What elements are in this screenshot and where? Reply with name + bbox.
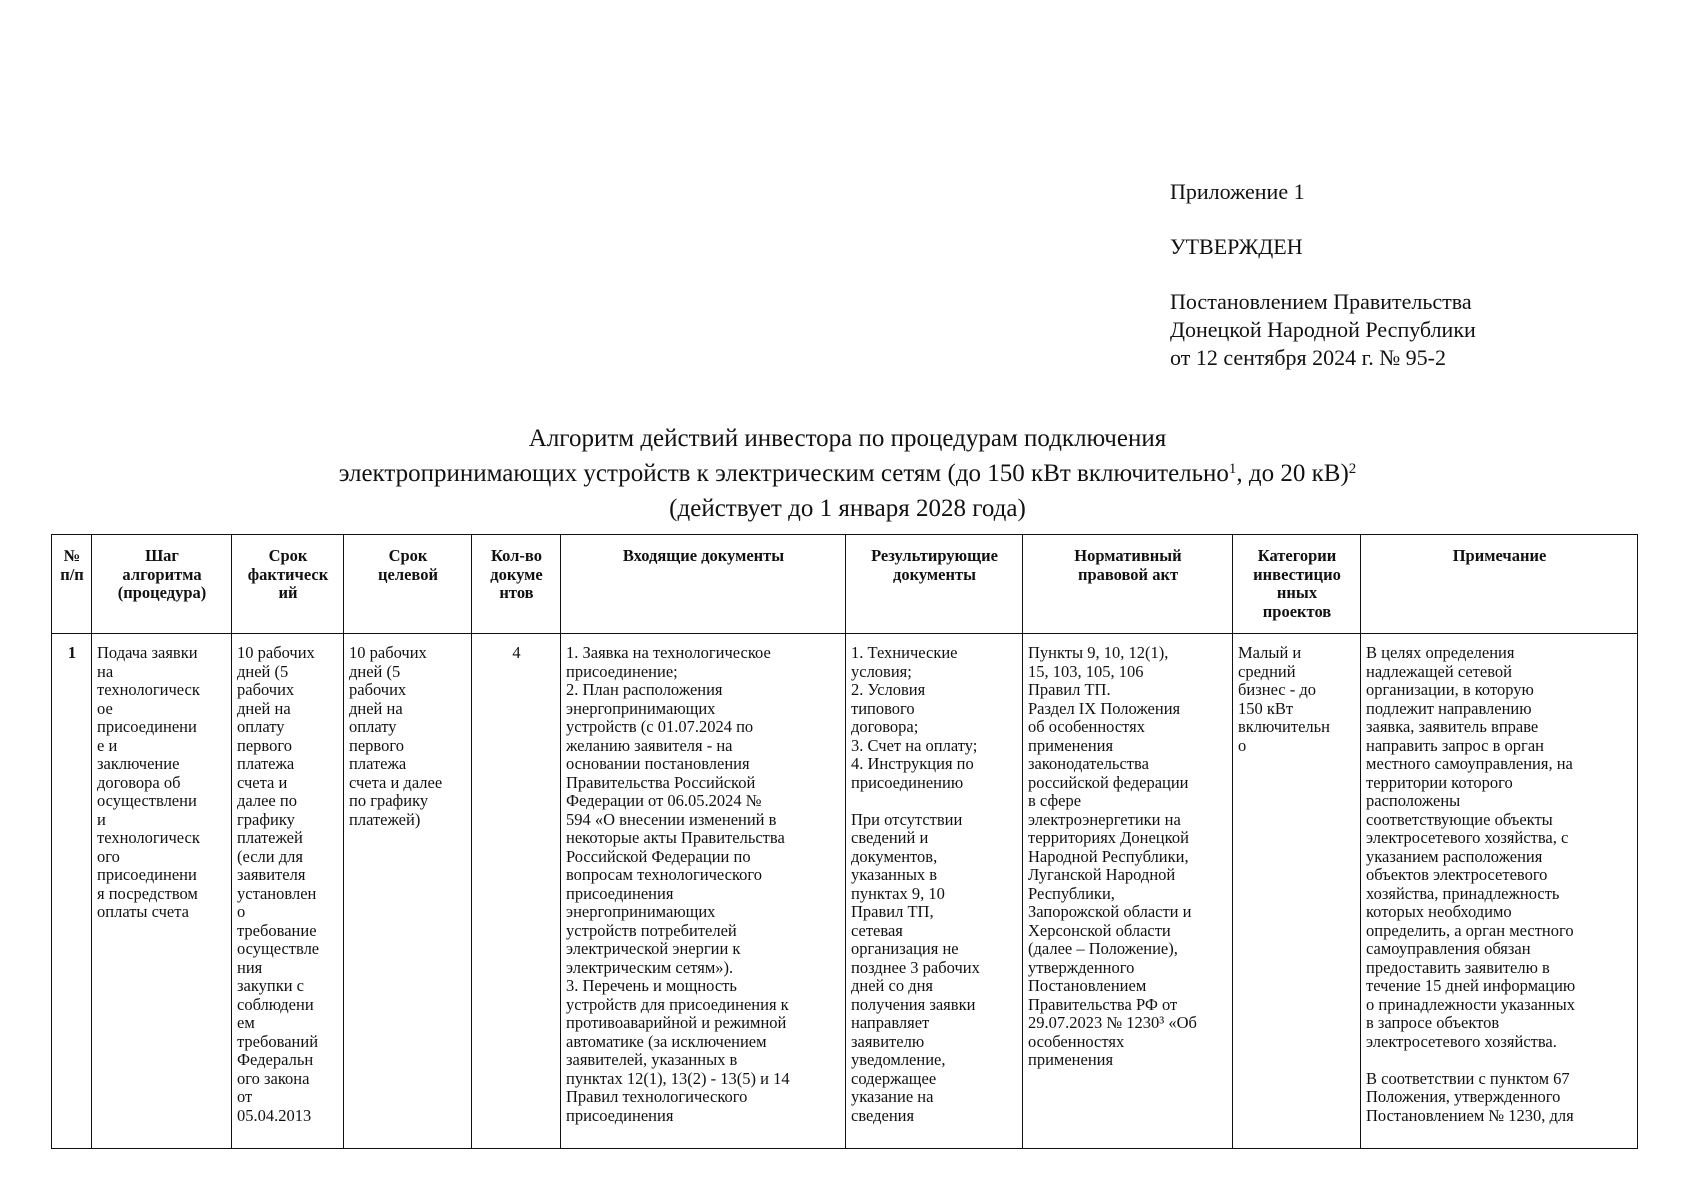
cell-line: от bbox=[237, 1087, 253, 1106]
cell-line: утвержденного bbox=[1028, 957, 1135, 977]
incoming-docs-cell bbox=[561, 634, 846, 1149]
cell-line: устройств (с 01.07.2024 по bbox=[566, 717, 754, 736]
cell-line: энергопринимающих bbox=[566, 698, 716, 718]
cell-line: соблюдени bbox=[237, 994, 314, 1014]
cell-line: присоединению bbox=[851, 772, 964, 792]
header-line: Категории bbox=[1257, 546, 1337, 565]
header-line: Срок bbox=[388, 546, 428, 565]
cell-line: Херсонской области bbox=[1028, 920, 1171, 940]
cell-line: я посредством bbox=[97, 883, 198, 903]
cell-line: Постановлением № 1230, для bbox=[1366, 1105, 1574, 1125]
header-line: п/п bbox=[60, 564, 84, 584]
cell-line: объектов электросетевого bbox=[1366, 865, 1548, 884]
cell-line: В целях определения bbox=[1366, 643, 1515, 662]
cell-line: электроэнергетики на bbox=[1028, 809, 1181, 829]
cell-line: договора об bbox=[97, 772, 181, 792]
cell-line: платежей) bbox=[349, 809, 421, 829]
cell-line: соответствующие объекты bbox=[1366, 809, 1553, 829]
cell-line: Луганской Народной bbox=[1028, 865, 1176, 884]
cell-line: Запорожской области и bbox=[1028, 902, 1192, 921]
cell-line: 29.07.2023 № 1230³ «Об bbox=[1028, 1013, 1197, 1032]
cell-line: Правил ТП. bbox=[1028, 680, 1111, 699]
cell-line: заявителей, указанных в bbox=[566, 1050, 738, 1069]
header-line: Шаг bbox=[145, 546, 179, 565]
cell-line: надлежащей сетевой bbox=[1366, 661, 1512, 681]
cell-line: направить запрос в орган bbox=[1366, 735, 1544, 755]
cell-line: технологическ bbox=[97, 680, 200, 699]
cell-line: 2. План расположения bbox=[566, 680, 723, 699]
cell-line: об особенностях bbox=[1028, 717, 1145, 736]
cell-line: 15, 103, 105, 106 bbox=[1028, 661, 1144, 681]
cell-line: закупки с bbox=[237, 976, 304, 995]
cell-line: счета и далее bbox=[349, 772, 443, 792]
cell-line: пунктах 12(1), 13(2) - 13(5) и 14 bbox=[566, 1068, 790, 1088]
cell-line bbox=[1366, 1051, 1633, 1070]
cell-line: самоуправления обязан bbox=[1366, 939, 1531, 958]
header-line: нтов bbox=[499, 583, 534, 602]
title-line-1: Алгоритм действий инвестора по процедурам подключения bbox=[528, 425, 1167, 452]
cell-line: требование bbox=[237, 920, 317, 940]
header-cell bbox=[1023, 535, 1233, 634]
cell-line: в сфере bbox=[1028, 791, 1082, 810]
cell-line: Положения, утвержденного bbox=[1366, 1087, 1561, 1106]
cell-line: Правительства Российской bbox=[566, 772, 756, 792]
cell-line: дней (5 bbox=[349, 661, 401, 681]
cell-line: е и bbox=[97, 735, 118, 755]
cell-line bbox=[851, 792, 1018, 811]
cell-line: по графику bbox=[349, 791, 429, 810]
cell-line: В соответствии с пунктом 67 bbox=[1366, 1068, 1570, 1088]
actual-term-cell bbox=[232, 634, 344, 1149]
cell-line: средний bbox=[1238, 661, 1296, 681]
cell-line: в запросе объектов bbox=[1366, 1013, 1500, 1032]
cell-line: рабочих bbox=[237, 680, 295, 699]
cell-line: осуществлени bbox=[97, 791, 197, 810]
header-line: Примечание bbox=[1452, 546, 1547, 565]
header-line: документы bbox=[893, 564, 976, 584]
cell-line: рабочих bbox=[349, 680, 407, 699]
header-cell bbox=[344, 535, 472, 634]
cell-line: устройств потребителей bbox=[566, 920, 737, 940]
header-cell bbox=[92, 535, 232, 634]
decree-line: от 12 сентября 2024 г. № 95-2 bbox=[1170, 345, 1447, 370]
cell-line: заявка, заявитель вправе bbox=[1366, 717, 1539, 736]
cell-line: российской федерации bbox=[1028, 772, 1189, 792]
header-line: фактическ bbox=[247, 564, 329, 584]
cell-line: территории которого bbox=[1366, 772, 1513, 792]
cell-line: организации, в которую bbox=[1366, 680, 1534, 699]
cell-line: дней со дня bbox=[851, 976, 934, 995]
cell-line: получения заявки bbox=[851, 994, 976, 1014]
title-line-2-text: электропринимающих устройств к электрическим сетям (до 150 кВт включительно bbox=[338, 460, 1229, 487]
cell-line: устройств для присоединения к bbox=[566, 994, 789, 1014]
cell-line: вопросам технологического bbox=[566, 865, 762, 884]
cell-line: Федеральн bbox=[237, 1050, 314, 1069]
cell-line: заявителя bbox=[237, 865, 306, 884]
cell-line: территориях Донецкой bbox=[1028, 828, 1189, 847]
cell-line: платежа bbox=[237, 754, 295, 773]
cell-line: о bbox=[1238, 735, 1247, 755]
cell-line: Российской Федерации по bbox=[566, 846, 751, 866]
header-line: нных bbox=[1276, 583, 1318, 602]
cell-line: электрическим сетям»). bbox=[566, 957, 734, 977]
cell-line: При отсутствии bbox=[851, 809, 963, 829]
cell-line: 10 рабочих bbox=[349, 643, 427, 662]
table-row bbox=[52, 634, 1638, 1149]
cell-line: присоединения bbox=[566, 1105, 674, 1125]
row-number-cell bbox=[52, 634, 92, 1149]
cell-line: счета и bbox=[237, 772, 288, 792]
cell-line: бизнес - до bbox=[1238, 680, 1317, 699]
header-cell bbox=[52, 535, 92, 634]
cell-line: подлежит направлению bbox=[1366, 698, 1532, 718]
approval-block bbox=[1170, 178, 1476, 372]
cell-line: автоматике (за исключением bbox=[566, 1031, 767, 1051]
cell-line: Федерации от 06.05.2024 № bbox=[566, 791, 762, 810]
cell-line: Народной Республики, bbox=[1028, 846, 1189, 866]
cell-line: сведений и bbox=[851, 828, 929, 847]
cell-line: Малый и bbox=[1238, 643, 1302, 662]
cell-line: о принадлежности указанных bbox=[1366, 994, 1575, 1014]
header-line: правовой акт bbox=[1077, 564, 1179, 584]
cell-line: уведомление, bbox=[851, 1050, 946, 1069]
cell-line: о bbox=[237, 902, 246, 921]
header-line: докуме bbox=[490, 564, 543, 584]
cell-line: присоединение; bbox=[566, 661, 678, 681]
cell-line: основании постановления bbox=[566, 754, 750, 773]
header-line: Нормативный bbox=[1074, 546, 1182, 565]
document-title bbox=[0, 421, 1695, 526]
header-line: № bbox=[63, 546, 81, 565]
cell-line: 150 кВт bbox=[1238, 698, 1294, 718]
cell-line: указанных в bbox=[851, 865, 938, 884]
cell-line: расположены bbox=[1366, 791, 1461, 810]
cell-line: ого закона bbox=[237, 1068, 310, 1088]
header-cell bbox=[1361, 535, 1638, 634]
doc-count-cell bbox=[472, 634, 561, 1149]
title-line-3: (действует до 1 января 2028 года) bbox=[669, 495, 1026, 522]
cell-line: графику bbox=[237, 809, 295, 829]
step-cell bbox=[92, 634, 232, 1149]
cell-line: 594 «О внесении изменений в bbox=[566, 809, 777, 829]
note-cell bbox=[1361, 634, 1638, 1149]
cell-line: 2. Условия bbox=[851, 680, 926, 699]
cell-line: 3. Перечень и мощность bbox=[566, 976, 737, 995]
cell-line: договора; bbox=[851, 717, 919, 736]
footnote-mark-1: 1 bbox=[1228, 461, 1237, 477]
cell-line: присоединени bbox=[97, 717, 197, 736]
cell-line: Постановлением bbox=[1028, 976, 1147, 995]
cell-line: и bbox=[97, 809, 106, 829]
cell-line: ния bbox=[237, 957, 263, 977]
normative-act-cell bbox=[1023, 634, 1233, 1149]
title-line-2 bbox=[0, 456, 1695, 491]
cell-line: дней (5 bbox=[237, 661, 289, 681]
target-term-cell bbox=[344, 634, 472, 1149]
cell-line: предоставить заявителю в bbox=[1366, 957, 1550, 977]
header-line: ий bbox=[278, 583, 298, 602]
cell-line: платежа bbox=[349, 754, 407, 773]
resulting-docs-cell bbox=[846, 634, 1023, 1149]
decree-line: Донецкой Народной Республики bbox=[1170, 317, 1476, 342]
cell-line: платежей bbox=[237, 828, 303, 847]
cell-line: присоединения bbox=[566, 883, 674, 903]
cell-line: противоаварийной и режимной bbox=[566, 1013, 787, 1032]
cell-line: сведения bbox=[851, 1105, 915, 1125]
doc-count: 4 bbox=[512, 643, 521, 662]
cell-line: осуществле bbox=[237, 939, 320, 958]
cell-line: Раздел IX Положения bbox=[1028, 698, 1181, 718]
cell-line: Правил ТП, bbox=[851, 902, 934, 921]
cell-line: (если для bbox=[237, 846, 303, 866]
cell-line: присоединени bbox=[97, 865, 197, 884]
header-cell bbox=[561, 535, 846, 634]
cell-line: законодательства bbox=[1028, 754, 1149, 773]
cell-line: определить, а орган местного bbox=[1366, 920, 1574, 940]
cell-line: 3. Счет на оплату; bbox=[851, 735, 978, 755]
header-line: инвестицио bbox=[1253, 564, 1341, 584]
cell-line: указание на bbox=[851, 1087, 934, 1106]
header-line: Срок bbox=[268, 546, 308, 565]
cell-line: типового bbox=[851, 698, 915, 718]
header-cell bbox=[472, 535, 561, 634]
cell-line: организация не bbox=[851, 939, 959, 958]
cell-line: направляет bbox=[851, 1013, 930, 1032]
cell-line: применения bbox=[1028, 735, 1114, 755]
cell-line: позднее 3 рабочих bbox=[851, 957, 980, 977]
cell-line: Подача заявки bbox=[97, 643, 198, 662]
cell-line: 1. Заявка на технологическое bbox=[566, 643, 771, 662]
header-line: Результирующие bbox=[871, 546, 998, 565]
cell-line: сетевая bbox=[851, 920, 903, 940]
decree-line: Постановлением Правительства bbox=[1170, 289, 1472, 314]
header-cell bbox=[846, 535, 1023, 634]
cell-line: применения bbox=[1028, 1050, 1114, 1069]
header-line: алгоритма bbox=[122, 564, 202, 584]
cell-line: заключение bbox=[97, 754, 180, 773]
cell-line: особенностях bbox=[1028, 1031, 1125, 1051]
cell-line: ого bbox=[97, 846, 120, 866]
cell-line: течение 15 дней информацию bbox=[1366, 976, 1576, 995]
cell-line: первого bbox=[349, 735, 404, 755]
cell-line: заявителю bbox=[851, 1031, 925, 1051]
cell-line: электросетевого хозяйства, с bbox=[1366, 828, 1569, 847]
cell-line: Пункты 9, 10, 12(1), bbox=[1028, 643, 1169, 662]
cell-line: 4. Инструкция по bbox=[851, 754, 974, 773]
cell-line: условия; bbox=[851, 661, 912, 681]
cell-line: включительн bbox=[1238, 717, 1330, 736]
header-line: целевой bbox=[378, 564, 438, 584]
cell-line: 10 рабочих bbox=[237, 643, 315, 662]
cell-line: Республики, bbox=[1028, 883, 1115, 903]
cell-line: требований bbox=[237, 1031, 319, 1051]
cell-line: на bbox=[97, 661, 114, 681]
cell-line: некоторые акты Правительства bbox=[566, 828, 785, 847]
title-line-2-mid: , до 20 кВ) bbox=[1236, 460, 1349, 487]
cell-line: (далее – Положение), bbox=[1028, 939, 1178, 958]
cell-line: далее по bbox=[237, 791, 297, 810]
cell-line: оплату bbox=[349, 717, 397, 736]
cell-line: оплату bbox=[237, 717, 285, 736]
categories-cell bbox=[1233, 634, 1361, 1149]
header-cell bbox=[232, 535, 344, 634]
cell-line: электрической энергии к bbox=[566, 939, 741, 958]
cell-line: ем bbox=[237, 1013, 255, 1032]
cell-line: 05.04.2013 bbox=[237, 1105, 312, 1125]
header-line: проектов bbox=[1262, 601, 1332, 621]
cell-line: которых необходимо bbox=[1366, 902, 1512, 921]
cell-line: оплаты счета bbox=[97, 902, 189, 921]
cell-line: дней на bbox=[349, 698, 403, 718]
cell-line: установлен bbox=[237, 883, 317, 903]
cell-line: 1. Технические bbox=[851, 643, 958, 662]
cell-line: содержащее bbox=[851, 1068, 937, 1088]
algorithm-table bbox=[51, 534, 1638, 1149]
cell-line: энергопринимающих bbox=[566, 902, 716, 921]
table-header-row bbox=[52, 535, 1638, 634]
cell-line: ое bbox=[97, 698, 113, 718]
cell-line: первого bbox=[237, 735, 292, 755]
cell-line: электросетевого хозяйства. bbox=[1366, 1031, 1557, 1051]
cell-line: Правил технологического bbox=[566, 1087, 748, 1106]
approved-label: УТВЕРЖДЕН bbox=[1170, 234, 1303, 259]
cell-line: дней на bbox=[237, 698, 291, 718]
cell-line: документов, bbox=[851, 846, 938, 866]
row-number: 1 bbox=[67, 643, 77, 662]
cell-line: указанием расположения bbox=[1366, 846, 1543, 866]
cell-line: пунктах 9, 10 bbox=[851, 883, 945, 903]
header-line: Входящие документы bbox=[622, 546, 785, 565]
footnote-mark-2: 2 bbox=[1348, 461, 1357, 477]
header-cell bbox=[1233, 535, 1361, 634]
cell-line: хозяйства, принадлежность bbox=[1366, 883, 1560, 903]
cell-line: Правительства РФ от bbox=[1028, 994, 1178, 1014]
appendix-label: Приложение 1 bbox=[1170, 179, 1305, 204]
header-line: (процедура) bbox=[117, 583, 207, 602]
cell-line: местного самоуправления, на bbox=[1366, 754, 1573, 773]
cell-line: технологическ bbox=[97, 828, 200, 847]
header-line: Кол-во bbox=[491, 546, 542, 565]
cell-line: желанию заявителя - на bbox=[566, 735, 733, 755]
